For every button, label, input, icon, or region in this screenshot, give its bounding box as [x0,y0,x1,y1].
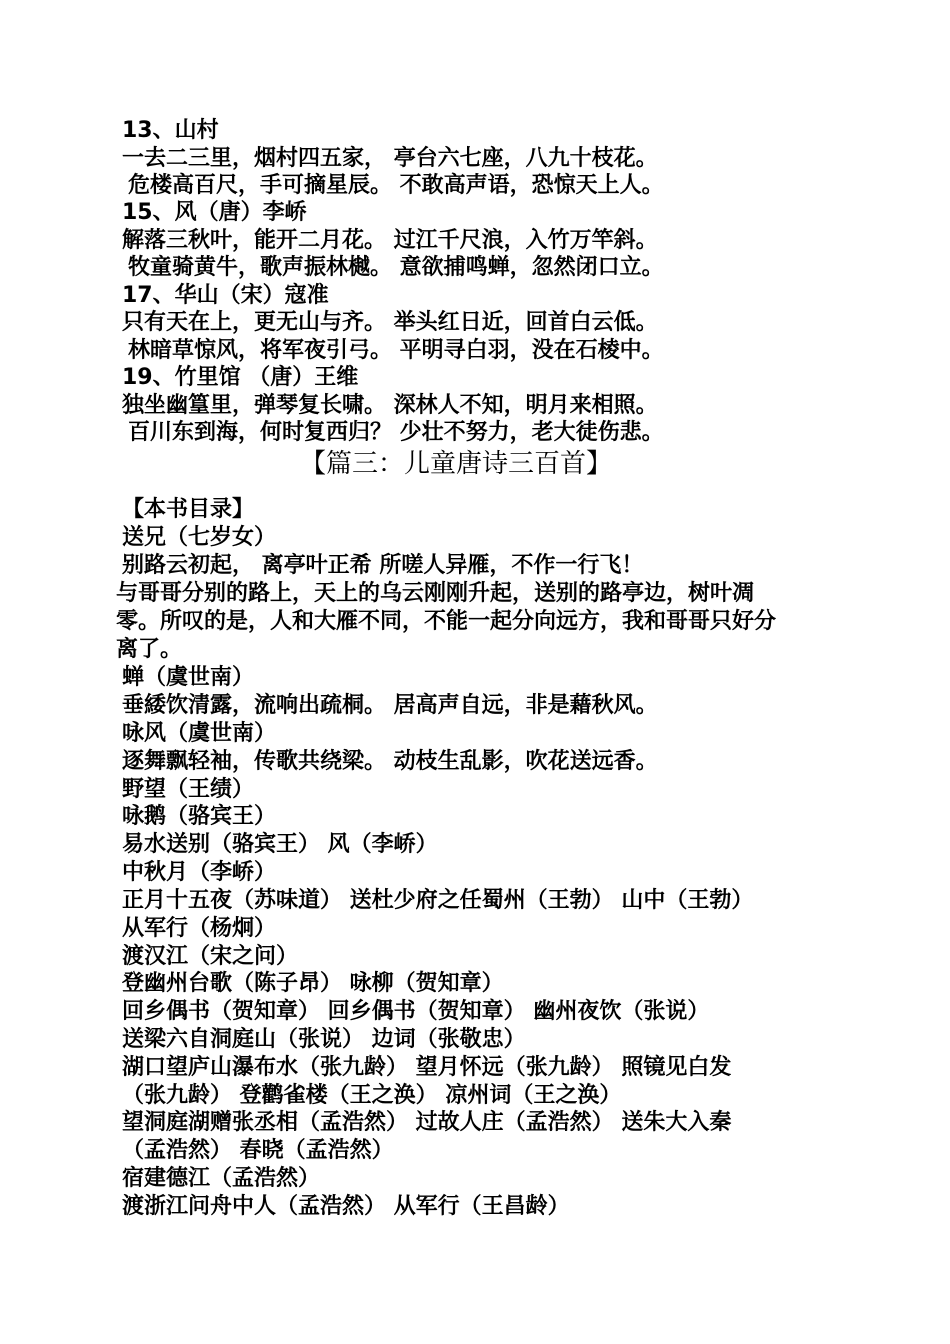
poem-line: 别路云初起， 离亭叶正希 所嗟人异雁，不作一行飞！ [122,553,644,578]
catalog-entry: 咏风（虞世南） [122,721,277,746]
poem-line: 解落三秋叶，能开二月花。 过江千尺浪，入竹万竿斜。 [122,228,658,253]
catalog-entry: 野望（王绩） [122,777,255,802]
catalog-entry: 登幽州台歌（陈子昂） 咏柳（贺知章） [122,971,504,996]
catalog-entry: 望洞庭湖赠张丞相（孟浩然） 过故人庄（孟浩然） 送朱大入秦 [122,1110,732,1135]
catalog-entry: 蝉（虞世南） [122,665,255,690]
catalog-entry: 送梁六自洞庭山（张说） 边词（张敬忠） [122,1027,526,1052]
poem-title-shancun: 13、山村 [122,118,219,143]
poem-title-feng: 15、风（唐）李峤 [122,200,307,225]
poem-line: 垂緌饮清露，流响出疏桐。 居高声自远，非是藉秋风。 [122,693,658,718]
catalog-entry: 湖口望庐山瀑布水（张九龄） 望月怀远（张九龄） 照镜见白发 [122,1055,732,1080]
catalog-entry: 回乡偶书（贺知章） 回乡偶书（贺知章） 幽州夜饮（张说） [122,999,710,1024]
translation-line: 零。所叹的是，人和大雁不同，不能一起分向远方，我和哥哥只好分 [116,609,777,634]
poem-line: 一去二三里，烟村四五家， 亭台六七座，八九十枝花。 [122,146,658,171]
poem-line: 百川东到海，何时复西归？ 少壮不努力，老大徒伤悲。 [128,420,664,445]
poem-line: 独坐幽篁里，弹琴复长啸。 深林人不知，明月来相照。 [122,393,658,418]
translation-line: 离了。 [116,637,183,662]
poem-line: 逐舞飘轻袖，传歌共绕梁。 动枝生乱影，吹花送远香。 [122,749,658,774]
poem-line: 危楼高百尺，手可摘星辰。 不敢高声语，恐惊天上人。 [128,173,664,198]
poem-line: 只有天在上，更无山与齐。 举头红日近，回首白云低。 [122,310,658,335]
catalog-title: 【本书目录】 [122,497,255,522]
catalog-entry: 渡汉江（宋之问） [122,944,299,969]
catalog-entry: 中秋月（李峤） [122,860,277,885]
catalog-entry: 咏鹅（骆宾王） [122,804,277,829]
catalog-entry: （孟浩然） 春晓（孟浩然） [122,1138,394,1163]
poem-line: 林暗草惊风，将军夜引弓。 平明寻白羽，没在石棱中。 [128,338,664,363]
poem-line: 牧童骑黄牛，歌声振林樾。 意欲捕鸣蝉，忽然闭口立。 [128,255,664,280]
catalog-entry: 易水送别（骆宾王） 风（李峤） [122,832,438,857]
poem-title-huashan: 17、华山（宋）寇准 [122,283,329,308]
catalog-entry: 正月十五夜（苏味道） 送杜少府之任蜀州（王勃） 山中（王勃） [122,888,754,913]
catalog-entry: 宿建德江（孟浩然） [122,1166,321,1191]
catalog-entry: 渡浙江问舟中人（孟浩然） 从军行（王昌龄） [122,1194,570,1219]
catalog-entry: 从军行（杨炯） [122,916,277,941]
translation-line: 与哥哥分别的路上，天上的乌云刚刚升起，送别的路亭边，树叶凋 [116,581,755,606]
poem-title-zhuliguan: 19、竹里馆 （唐）王维 [122,365,359,390]
section-heading: 【篇三：儿童唐诗三百首】 [300,449,613,479]
catalog-entry: 送兄（七岁女） [122,525,277,550]
catalog-entry: （张九龄） 登鹳雀楼（王之涣） 凉州词（王之涣） [122,1083,622,1108]
